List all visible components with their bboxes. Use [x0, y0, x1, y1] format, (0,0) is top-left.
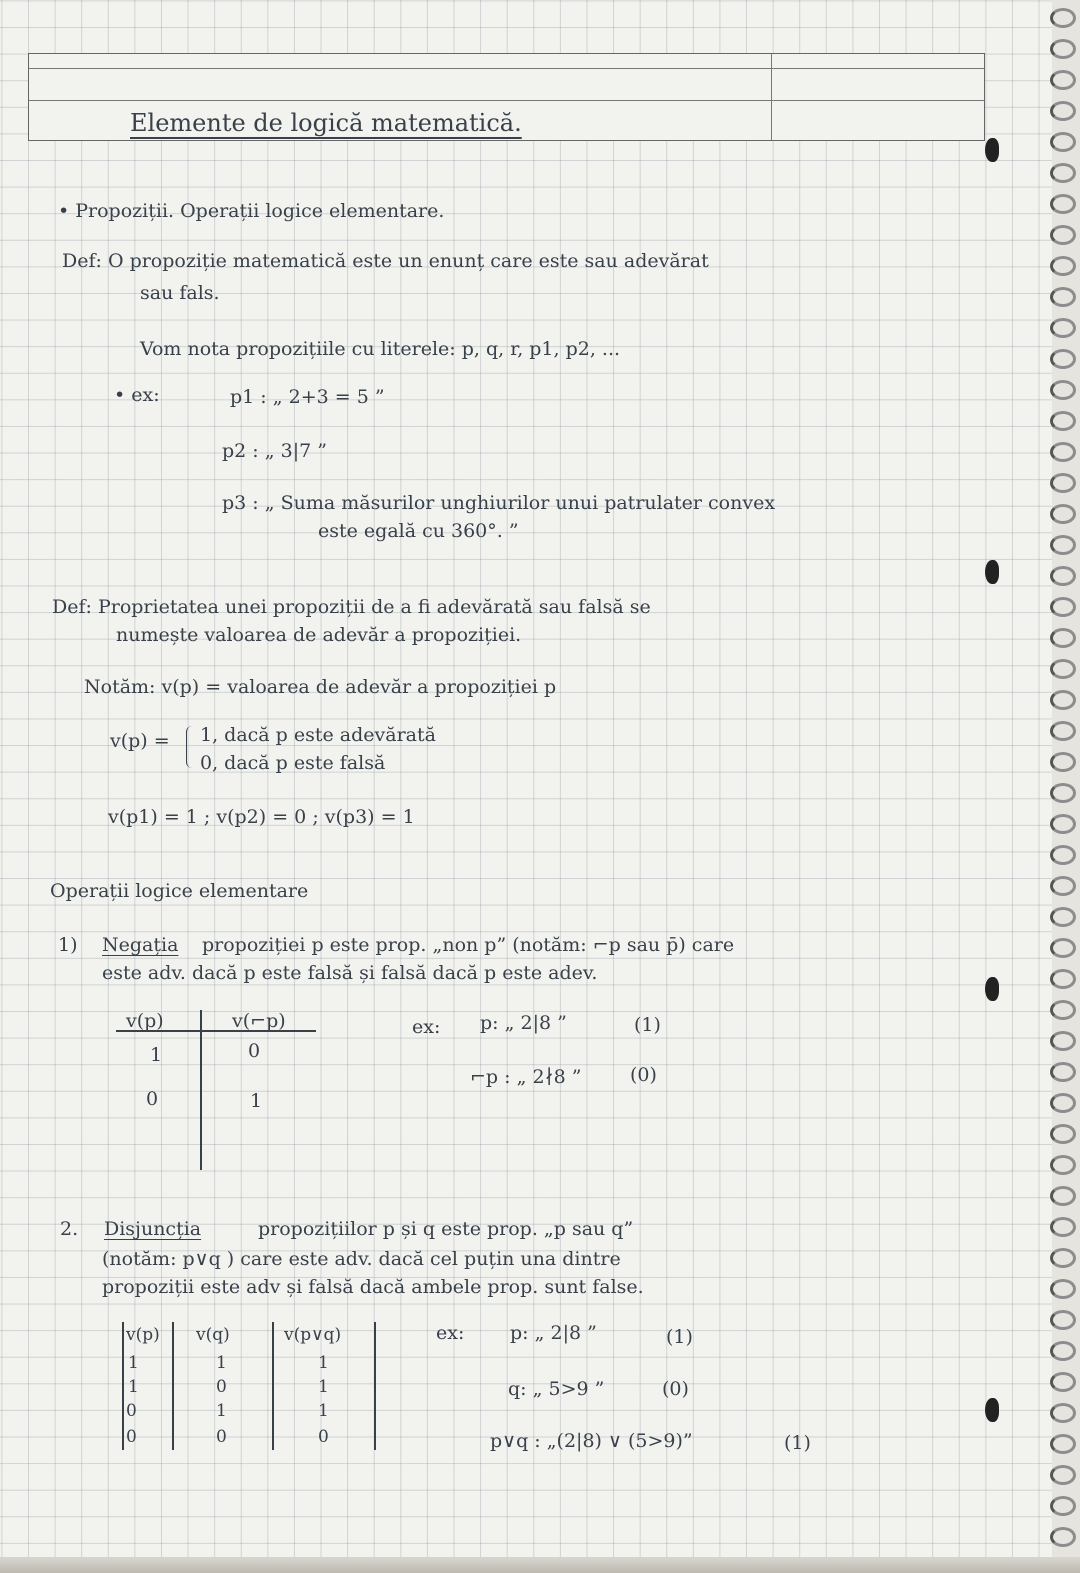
- disj-table-border-left: [122, 1322, 124, 1450]
- spiral-ring: [1050, 1031, 1076, 1051]
- neg-example-label: ex:: [412, 1016, 441, 1038]
- case-false: 0, dacă p este falsă: [200, 752, 386, 774]
- spiral-ring: [1050, 1155, 1076, 1175]
- negation-def-line-2: este adv. dacă p este falsă și falsă dacă p este adev.: [102, 962, 598, 984]
- spiral-ring: [1050, 349, 1076, 369]
- vp-label: v(p) =: [110, 730, 170, 752]
- spiral-ring: [1050, 597, 1076, 617]
- case-true: 1, dacă p este adevărată: [200, 724, 436, 746]
- disj-example-p-value: (1): [666, 1326, 693, 1348]
- spiral-ring: [1050, 225, 1076, 245]
- spiral-ring: [1050, 318, 1076, 338]
- spiral-ring: [1050, 39, 1076, 59]
- disj-example-p-or-q: p∨q : „(2|8) ∨ (5>9)”: [490, 1430, 693, 1452]
- spiral-ring: [1050, 163, 1076, 183]
- spiral-ring: [1050, 8, 1076, 28]
- disj-table-cell: 0: [126, 1401, 137, 1421]
- example-p3-line-1: p3 : „ Suma măsurilor unghiurilor unui patrulater convex: [222, 492, 776, 514]
- example-p1: p1 : „ 2+3 = 5 ”: [230, 386, 385, 408]
- spiral-ring: [1050, 1124, 1076, 1144]
- spiral-ring: [1050, 876, 1076, 896]
- example-label: • ex:: [114, 384, 160, 406]
- neg-example-p-value: (1): [634, 1014, 661, 1036]
- disj-table-cell: 0: [318, 1427, 329, 1447]
- neg-table-header-1: v(p): [126, 1010, 164, 1032]
- spiral-ring: [1050, 442, 1076, 462]
- brace: [186, 726, 197, 768]
- spiral-ring: [1050, 969, 1076, 989]
- disj-example-p: p: „ 2|8 ”: [510, 1322, 597, 1344]
- spiral-ring: [1050, 1403, 1076, 1423]
- spiral-ring: [1050, 504, 1076, 524]
- negation-term: Negația: [102, 934, 179, 956]
- disjunction-term: Disjuncția: [104, 1218, 202, 1240]
- spiral-ring: [1050, 256, 1076, 276]
- page-title: Elemente de logică matematică.: [130, 109, 522, 137]
- neg-table-header-2: v(⌐p): [232, 1010, 286, 1032]
- disj-table-divider-1: [172, 1322, 174, 1450]
- disj-table-cell: 1: [318, 1353, 329, 1373]
- spiral-ring: [1050, 287, 1076, 307]
- spiral-ring: [1050, 1496, 1076, 1516]
- disj-table-cell: 1: [216, 1401, 227, 1421]
- spiral-ring: [1050, 411, 1076, 431]
- spiral-ring: [1050, 628, 1076, 648]
- spiral-ring: [1050, 1248, 1076, 1268]
- spiral-ring: [1050, 535, 1076, 555]
- neg-example-not-p: ⌐p : „ 2∤8 ”: [470, 1066, 582, 1088]
- page-edge: [0, 1557, 1080, 1573]
- example-p2: p2 : „ 3|7 ”: [222, 440, 327, 462]
- spiral-ring: [1050, 1186, 1076, 1206]
- neg-example-p: p: „ 2|8 ”: [480, 1012, 567, 1034]
- definition-2-line-1: Def: Proprietatea unei propoziții de a fi adevărată sau falsă se: [52, 596, 651, 618]
- spiral-ring: [1050, 690, 1076, 710]
- neg-table-cell: 1: [150, 1044, 163, 1066]
- spiral-ring: [1050, 1465, 1076, 1485]
- spiral-ring: [1050, 194, 1076, 214]
- spiral-ring: [1050, 752, 1076, 772]
- spiral-ring: [1050, 721, 1076, 741]
- disj-example-q-value: (0): [662, 1378, 689, 1400]
- spiral-ring: [1050, 907, 1076, 927]
- disj-table-cell: 0: [216, 1377, 227, 1397]
- spiral-ring: [1050, 1217, 1076, 1237]
- disj-table-cell: 0: [126, 1427, 137, 1447]
- spiral-ring: [1050, 783, 1076, 803]
- disj-table-header: v(p∨q): [284, 1325, 342, 1345]
- section-bullet: • Propoziții. Operații logice elementare.: [58, 200, 445, 222]
- spiral-ring: [1050, 1527, 1076, 1547]
- disj-table-cell: 1: [216, 1353, 227, 1373]
- definition-1-line-2: sau fals.: [140, 282, 220, 304]
- spiral-ring: [1050, 380, 1076, 400]
- spiral-ring: [1050, 70, 1076, 90]
- disjunction-def-line-2: (notăm: p∨q ) care este adv. dacă cel puțin una dintre: [102, 1248, 621, 1270]
- disj-table-header: v(q): [196, 1325, 230, 1345]
- neg-table-cell: 0: [146, 1088, 159, 1110]
- disjunction-def-line-1: propozițiilor p și q este prop. „p sau q”: [258, 1218, 634, 1240]
- example-p3-line-2: este egală cu 360°. ”: [318, 520, 519, 542]
- disj-table-cell: 1: [128, 1377, 139, 1397]
- disjunction-def-line-3: propoziții este adv și falsă dacă ambele prop. sunt false.: [102, 1276, 644, 1298]
- disj-table-cell: 1: [128, 1353, 139, 1373]
- spiral-ring: [1050, 101, 1076, 121]
- item-number-2: 2.: [60, 1218, 79, 1240]
- disj-example-q: q: „ 5>9 ”: [508, 1378, 605, 1400]
- spiral-ring: [1050, 132, 1076, 152]
- disj-table-header: v(p): [126, 1325, 160, 1345]
- spiral-binding: [1052, 0, 1080, 1573]
- notation-truth-value: Notăm: v(p) = valoarea de adevăr a propoziției p: [84, 676, 557, 698]
- spiral-ring: [1050, 1000, 1076, 1020]
- neg-table-cell: 1: [250, 1090, 263, 1112]
- negation-table-divider: [200, 1010, 202, 1170]
- spiral-ring: [1050, 1372, 1076, 1392]
- punch-hole: [985, 560, 999, 584]
- disj-example-label: ex:: [436, 1322, 465, 1344]
- disj-table-cell: 0: [216, 1427, 227, 1447]
- definition-1-line-1: Def: O propoziție matematică este un enunț care este sau adevărat: [62, 250, 709, 272]
- notation-text: Vom nota propozițiile cu literele: p, q, r, p1, p2, ...: [140, 338, 621, 360]
- disj-example-p-or-q-value: (1): [784, 1432, 811, 1454]
- item-number-1: 1): [58, 934, 78, 956]
- spiral-ring: [1050, 814, 1076, 834]
- spiral-ring: [1050, 1341, 1076, 1361]
- disj-table-border-right: [374, 1322, 376, 1450]
- negation-def-line-1: propoziției p este prop. „non p” (notăm: ⌐p sau p̄) care: [202, 934, 735, 956]
- punch-hole: [985, 977, 999, 1001]
- neg-table-cell: 0: [248, 1040, 261, 1062]
- spiral-ring: [1050, 1279, 1076, 1299]
- spiral-ring: [1050, 659, 1076, 679]
- spiral-ring: [1050, 938, 1076, 958]
- spiral-ring: [1050, 1434, 1076, 1454]
- spiral-ring: [1050, 566, 1076, 586]
- spiral-ring: [1050, 1093, 1076, 1113]
- spiral-ring: [1050, 1310, 1076, 1330]
- definition-2-line-2: numește valoarea de adevăr a propoziției.: [116, 624, 522, 646]
- punch-hole: [985, 138, 999, 162]
- spiral-ring: [1050, 845, 1076, 865]
- truth-values-example: v(p1) = 1 ; v(p2) = 0 ; v(p3) = 1: [108, 806, 415, 828]
- spiral-ring: [1050, 1062, 1076, 1082]
- disj-table-cell: 1: [318, 1377, 329, 1397]
- punch-hole: [985, 1398, 999, 1422]
- disj-table-cell: 1: [318, 1401, 329, 1421]
- disj-table-divider-2: [272, 1322, 274, 1450]
- operations-heading: Operații logice elementare: [50, 880, 309, 902]
- spiral-ring: [1050, 473, 1076, 493]
- neg-example-not-p-value: (0): [630, 1064, 657, 1086]
